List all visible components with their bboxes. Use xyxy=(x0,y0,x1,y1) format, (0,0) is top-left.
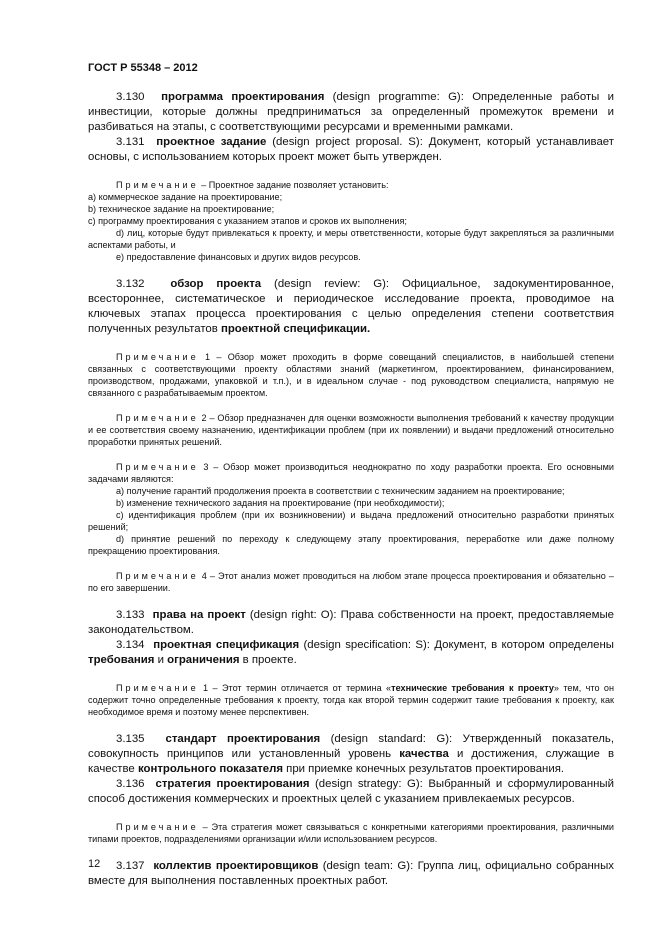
term-name: права на проект xyxy=(152,609,246,621)
note-item: c) программу проектирования с указанием этапов и сроков их выполнения; xyxy=(88,216,407,226)
note-3-132-3: Примечание 3 – Обзор может производиться неоднократно по ходу разработки проекта. Его основными задачами являются: а) получение гарантий продолжения проекта в соответствии с техническим заданием на проектирование; b) изменение технического задания на проектирование (при необходимости); c) идентификация проблем (при их возникновении) и выдача предложений относительно разработки принятых решений; d) принятие решений по переходу к следующему этапу проектирования, переработке или даже полному прекращению проектирования. xyxy=(88,462,614,556)
note-item: c) идентификация проблем (при их возникновении) и выдача предложений относительно разработки принятых решений; xyxy=(88,510,614,532)
term-3-133: 3.133 права на проект (design right: O): Права собственности на проект, предоставляемые законодательством. xyxy=(88,609,614,636)
note-3-132-1: Примечание 1 – Обзор может проходить в форме совещаний специалистов, в наибольшей степени связанных с соответствующими проекту областями знаний (маркетингом, проектированием, финансированием, производством, продажами, упаковкой и т.п.), и в идеальном случае - под руководством специалиста, напрямую не связанного с разрабатываемым проектом. xyxy=(88,352,614,398)
term-name: обзор проекта xyxy=(170,278,262,290)
document-header: ГОСТ Р 55348 – 2012 xyxy=(88,62,198,74)
note-item: d) принятие решений по переходу к следующему этапу проектирования, переработке или даже полному прекращению проектирования. xyxy=(88,534,614,556)
note-item: а) получение гарантий продолжения проекта в соответствии с техническим заданием на проектирование; xyxy=(116,486,565,496)
page-content xyxy=(88,90,614,889)
term-3-130: 3.130 программа проектирования (design programme: G): Определенные работы и инвестиции, которые должны предприниматься за определенный промежуток времени и разбиваться на этапы, с соответствующими ресурсами и временными рамками. xyxy=(88,91,614,133)
note-item: а) коммерческое задание на проектирование; xyxy=(88,192,283,202)
term-name: проектное задание xyxy=(156,136,267,148)
term-3-131: 3.131 проектное задание (design project proposal. S): Документ, который устанавливает основы, с использованием которых проект может быть утвержден. xyxy=(88,136,614,163)
note-3-131: Примечание – Проектное задание позволяет установить: а) коммерческое задание на проектирование; b) техническое задание на проектирование; c) программу проектирования с указанием этапов и сроков их выполнения; d) лиц, которые будут привлекаться к проекту, и меры ответственности, которые будут закрепляться за различными аспектами работы, и e) предоставление финансовых и других видов ресурсов. xyxy=(88,180,614,262)
note-item: d) лиц, которые будут привлекаться к проекту, и меры ответственности, которые будут закрепляться за различными аспектами работы, и xyxy=(88,228,614,250)
note-item: b) техническое задание на проектирование; xyxy=(88,204,275,214)
note-3-132-4: Примечание 4 – Этот анализ может проводиться на любом этапе процесса проектирования и обязательно – по его завершении. xyxy=(88,571,614,593)
term-3-136: 3.136 стратегия проектирования (design strategy: G): Выбранный и сформулированный способ достижения коммерческих и проектных целей с указанием привлекаемых ресурсов. xyxy=(88,778,614,805)
note-3-136: Примечание – Эта стратегия может связываться с конкретными категориями проектирования, различными типами проектов, подразделениями организации и/или использованием ресурсов. xyxy=(88,822,614,844)
term-3-132: 3.132 обзор проекта (design review: G): Официальное, задокументированное, всестороннее, систематическое и периодическое исследование проекта, проводимое на ключевых этапах процесса проектирования с целью определения степени соответствия полученных результатов проектной спецификации. xyxy=(88,278,615,335)
term-name: коллектив проектировщиков xyxy=(153,860,319,872)
term-name: стандарт проектирования xyxy=(165,733,321,745)
term-3-134: 3.134 проектная спецификация (design specification: S): Документ, в котором определены требования и ограничения в проекте. xyxy=(88,639,614,666)
term-name: проектная спецификация xyxy=(153,639,300,651)
note-item: e) предоставление финансовых и других видов ресурсов. xyxy=(116,252,361,262)
term-name: программа проектирования xyxy=(161,91,325,103)
note-item: b) изменение технического задания на проектирование (при необходимости); xyxy=(116,498,445,508)
note-3-132-2: Примечание 2 – Обзор предназначен для оценки возможности выполнения требований к качеству продукции и ее соответствия своему назначению, идентификации проблем (при их появлении) и выдачи предложений относительно проработки принятых решений. xyxy=(88,413,614,447)
note-3-134-1: Примечание 1 – Этот термин отличается от термина «технические требования к проекту» тем, что он содержит точно определенные требования к проекту, тогда как второй термин содержит такие требования к проекту, как необходимое время и поэтому менее перспективен. xyxy=(88,683,614,717)
term-name: стратегия проектирования xyxy=(155,778,310,790)
term-3-135: 3.135 стандарт проектирования (design standard: G): Утвержденный показатель, совокупность принципов или установленный уровень качества и достижения, служащие в качестве контрольного показателя при приемке конечных результатов проектирования. xyxy=(88,733,614,775)
page-number: 12 xyxy=(88,858,101,870)
term-3-137: 3.137 коллектив проектировщиков (design team: G): Группа лиц, официально собранных вместе для выполнения поставленных проектных работ. xyxy=(88,860,614,887)
